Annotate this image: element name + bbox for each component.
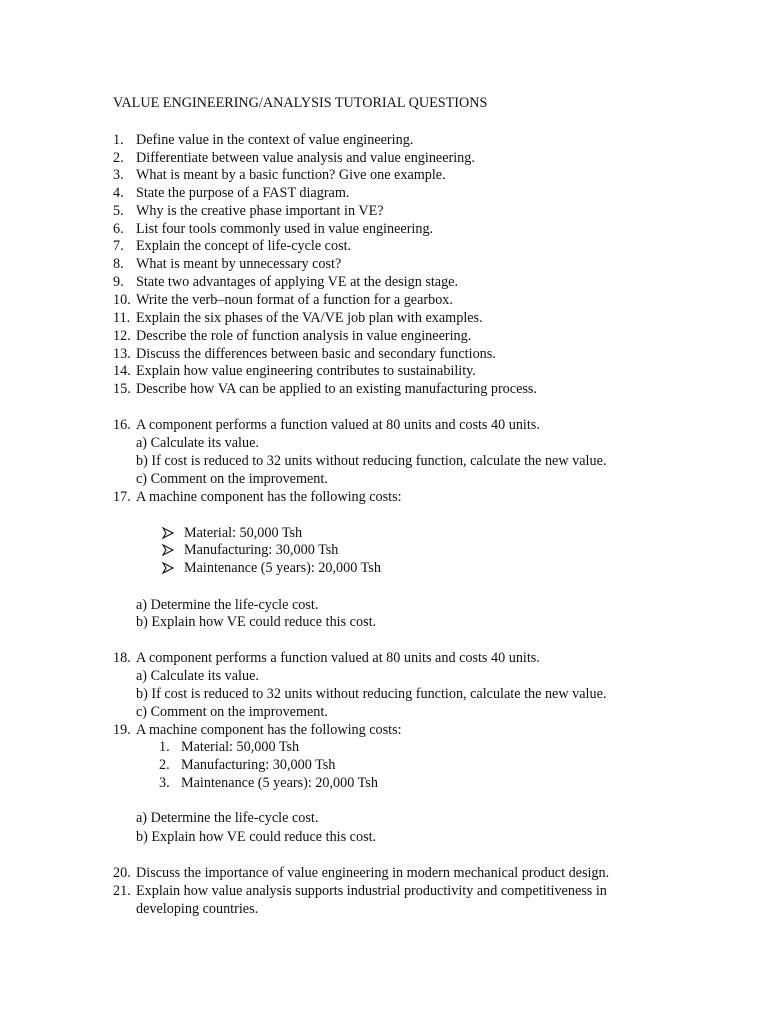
question-text: A machine component has the following costs:: [136, 722, 402, 738]
arrowhead-bullet-icon: [161, 543, 175, 557]
part-text: a) Determine the life-cycle cost.: [136, 597, 319, 613]
question-text: developing countries.: [136, 901, 259, 917]
question-number: 10.: [113, 292, 131, 308]
subitem-text: Material: 50,000 Tsh: [181, 739, 300, 755]
question-number: 3.: [113, 167, 124, 183]
question-text: Define value in the context of value engineering.: [136, 132, 414, 148]
part-text: b) If cost is reduced to 32 units without reducing function, calculate the new value.: [136, 453, 607, 469]
question-number: 1.: [113, 132, 124, 148]
question-number: 11.: [113, 310, 131, 326]
question-text: Describe the role of function analysis in value engineering.: [136, 328, 472, 344]
question-number: 17.: [113, 489, 131, 505]
bullet-text: Material: 50,000 Tsh: [184, 525, 303, 541]
question-number: 18.: [113, 650, 131, 666]
arrowhead-bullet-icon: [161, 561, 175, 575]
part-text: c) Comment on the improvement.: [136, 704, 328, 720]
question-text: A component performs a function valued at 80 units and costs 40 units.: [136, 650, 540, 666]
part-text: a) Determine the life-cycle cost.: [136, 810, 319, 826]
question-number: 20.: [113, 865, 131, 881]
subitem-text: Manufacturing: 30,000 Tsh: [181, 757, 336, 773]
part-text: b) Explain how VE could reduce this cost.: [136, 829, 377, 845]
question-number: 6.: [113, 221, 124, 237]
question-text: A machine component has the following costs:: [136, 489, 402, 505]
question-number: 19.: [113, 722, 131, 738]
subitem-text: Maintenance (5 years): 20,000 Tsh: [181, 775, 378, 791]
subitem-number: 2.: [159, 757, 170, 773]
part-text: a) Calculate its value.: [136, 435, 259, 451]
document-title: VALUE ENGINEERING/ANALYSIS TUTORIAL QUESTIONS: [113, 95, 488, 111]
question-text: What is meant by a basic function? Give one example.: [136, 167, 446, 183]
question-text: Explain the six phases of the VA/VE job plan with examples.: [136, 310, 483, 326]
question-text: Explain how value analysis supports industrial productivity and competitiveness in: [136, 883, 607, 899]
question-number: 16.: [113, 417, 131, 433]
question-number: 15.: [113, 381, 131, 397]
question-text: Explain how value engineering contributes to sustainability.: [136, 363, 476, 379]
part-text: b) Explain how VE could reduce this cost.: [136, 614, 377, 630]
subitem-number: 1.: [159, 739, 170, 755]
question-text: Write the verb–noun format of a function for a gearbox.: [136, 292, 453, 308]
question-text: A component performs a function valued at 80 units and costs 40 units.: [136, 417, 540, 433]
part-text: a) Calculate its value.: [136, 668, 259, 684]
question-number: 5.: [113, 203, 124, 219]
question-text: Differentiate between value analysis and value engineering.: [136, 150, 475, 166]
question-text: State two advantages of applying VE at the design stage.: [136, 274, 459, 290]
question-text: Explain the concept of life-cycle cost.: [136, 238, 352, 254]
question-number: 14.: [113, 363, 131, 379]
arrowhead-bullet-icon: [161, 526, 175, 540]
part-text: c) Comment on the improvement.: [136, 471, 328, 487]
question-number: 7.: [113, 238, 124, 254]
question-number: 13.: [113, 346, 131, 362]
question-text: What is meant by unnecessary cost?: [136, 256, 342, 272]
question-text: Discuss the importance of value engineering in modern mechanical product design.: [136, 865, 610, 881]
question-text: List four tools commonly used in value engineering.: [136, 221, 434, 237]
subitem-number: 3.: [159, 775, 170, 791]
question-text: Why is the creative phase important in VE?: [136, 203, 384, 219]
question-number: 9.: [113, 274, 124, 290]
bullet-text: Maintenance (5 years): 20,000 Tsh: [184, 560, 381, 576]
question-text: Discuss the differences between basic and secondary functions.: [136, 346, 496, 362]
question-number: 2.: [113, 150, 124, 166]
question-text: Describe how VA can be applied to an existing manufacturing process.: [136, 381, 537, 397]
bullet-text: Manufacturing: 30,000 Tsh: [184, 542, 339, 558]
question-number: 12.: [113, 328, 131, 344]
question-number: 21.: [113, 883, 131, 899]
question-number: 4.: [113, 185, 124, 201]
part-text: b) If cost is reduced to 32 units without reducing function, calculate the new value.: [136, 686, 607, 702]
question-number: 8.: [113, 256, 124, 272]
question-text: State the purpose of a FAST diagram.: [136, 185, 350, 201]
